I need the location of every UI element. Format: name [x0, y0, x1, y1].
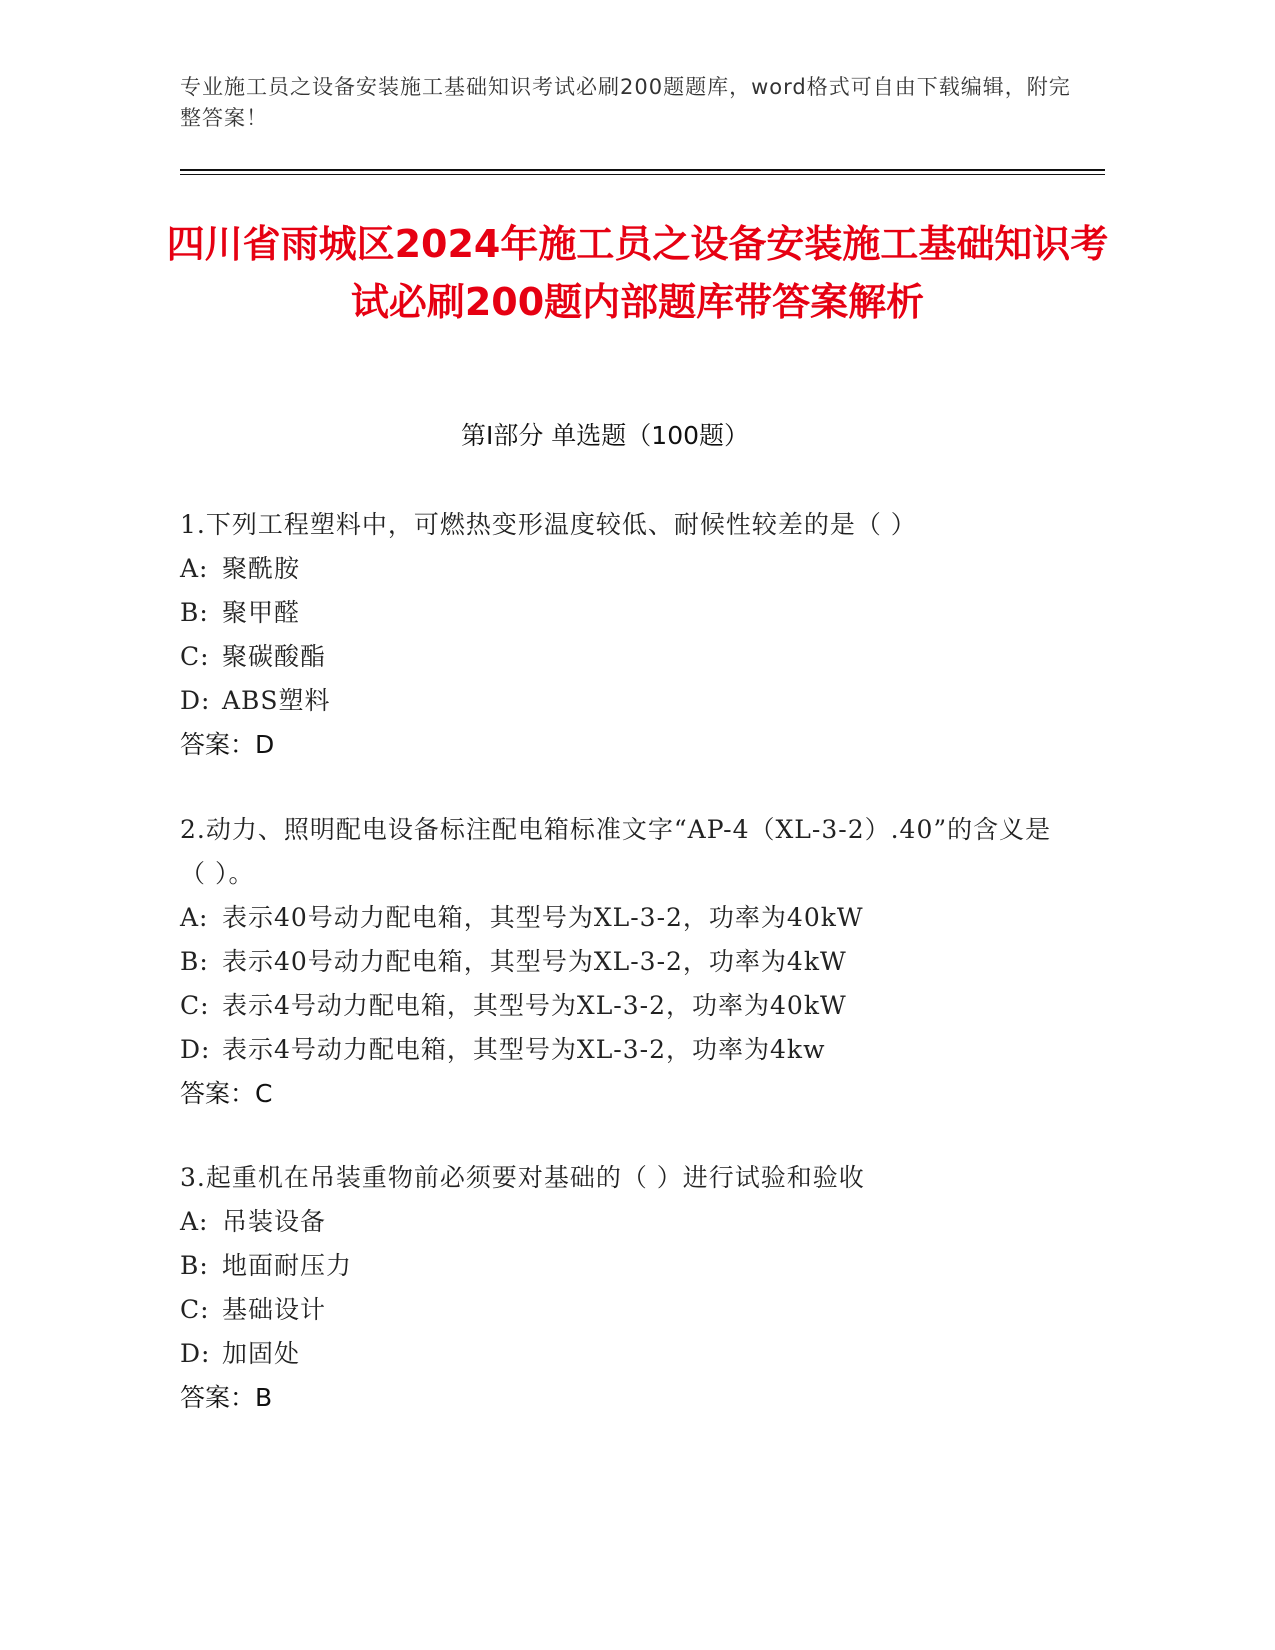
option-text: 表示40号动力配电箱，其型号为XL-3-2，功率为4kW [222, 947, 847, 976]
option-letter: A: [180, 1207, 209, 1236]
question-3 [180, 1156, 1060, 1420]
option-text: 聚碳酸酯 [222, 642, 327, 671]
document-title: 四川省雨城区2024年施工员之设备安装施工基础知识考试必刷200题内部题库带答案解析 [166, 222, 1109, 324]
option-c [180, 1288, 1060, 1332]
option-text: 吊装设备 [222, 1207, 327, 1236]
option-b [180, 591, 1060, 635]
option-b [180, 940, 1060, 984]
option-a [180, 1200, 1060, 1244]
option-letter: B: [180, 947, 209, 976]
option-a [180, 896, 1060, 940]
option-letter: C: [180, 1295, 210, 1324]
question-2 [180, 808, 1060, 1116]
option-letter: D: [180, 1339, 211, 1368]
header-rule-thin [180, 174, 1105, 175]
option-d [180, 1332, 1060, 1376]
option-text: ABS塑料 [222, 686, 331, 715]
option-letter: C: [180, 991, 210, 1020]
option-letter: C: [180, 642, 210, 671]
answer-line: 答案：B [180, 1383, 273, 1412]
option-b [180, 1244, 1060, 1288]
option-text: 表示4号动力配电箱，其型号为XL-3-2，功率为4kw [222, 1035, 826, 1064]
option-d [180, 679, 1060, 723]
option-letter: B: [180, 598, 209, 627]
option-text: 表示40号动力配电箱，其型号为XL-3-2，功率为40kW [222, 903, 864, 932]
answer-line: 答案：D [180, 730, 275, 759]
header-note: 专业施工员之设备安装施工基础知识考试必刷200题题库，word格式可自由下载编辑，附完整答案！ [180, 75, 1071, 130]
option-text: 聚酰胺 [222, 554, 301, 583]
option-letter: A: [180, 554, 209, 583]
option-text: 聚甲醛 [222, 598, 301, 627]
section-heading: 第I部分 单选题（100题） [460, 421, 750, 450]
option-text: 表示4号动力配电箱，其型号为XL-3-2，功率为40kW [222, 991, 847, 1020]
option-letter: A: [180, 903, 209, 932]
option-c [180, 635, 1060, 679]
option-letter: D: [180, 1035, 211, 1064]
answer-line: 答案：C [180, 1079, 273, 1108]
question-text: 2.动力、照明配电设备标注配电箱标准文字“AP-4（XL-3-2）.40”的含义是（ ）。 [180, 815, 1052, 888]
question-text: 1.下列工程塑料中，可燃热变形温度较低、耐候性较差的是（ ） [180, 510, 917, 539]
question-text: 3.起重机在吊装重物前必须要对基础的（ ）进行试验和验收 [180, 1163, 865, 1192]
option-c [180, 984, 1060, 1028]
option-a [180, 547, 1060, 591]
option-text: 地面耐压力 [222, 1251, 353, 1280]
option-letter: B: [180, 1251, 209, 1280]
option-d [180, 1028, 1060, 1072]
header-rule-thick [180, 169, 1105, 171]
question-1 [180, 503, 1060, 767]
option-text: 基础设计 [222, 1295, 327, 1324]
option-text: 加固处 [222, 1339, 301, 1368]
option-letter: D: [180, 686, 211, 715]
